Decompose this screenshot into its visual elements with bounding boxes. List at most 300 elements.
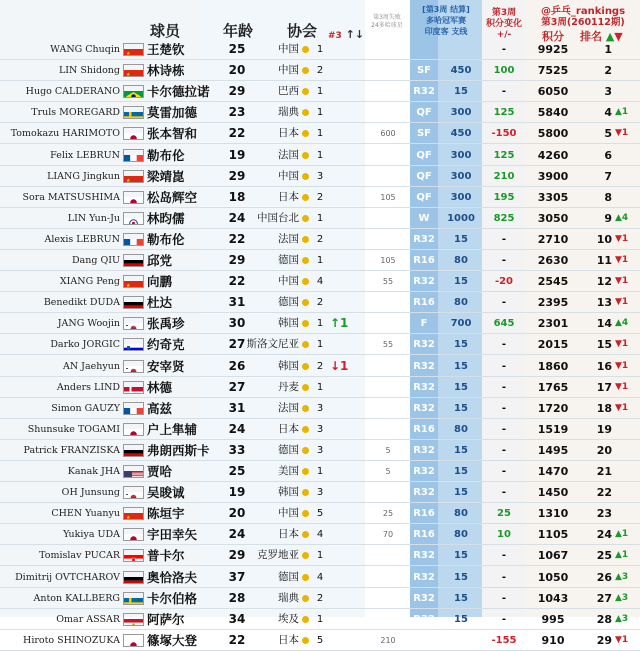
points-column-header: 积分: [528, 28, 578, 44]
lost-points: [370, 102, 406, 123]
rank-movement: [615, 187, 639, 208]
association-dot-icon: [302, 405, 309, 412]
association-rank: 1: [313, 313, 327, 334]
lost-points: [370, 398, 406, 419]
de-flag-icon: [123, 254, 144, 267]
stage-result: R16: [410, 250, 438, 271]
player-english-name: Omar ASSAR: [56, 609, 120, 630]
fr-flag-icon: [123, 149, 144, 162]
rank-movement: ▼1: [615, 123, 639, 144]
player-english-name: Felix LEBRUN: [50, 145, 120, 166]
player-age: 24: [224, 524, 250, 545]
stage-result: R32: [410, 271, 438, 292]
player-english-name: AN Jaehyun: [63, 356, 120, 377]
association-rank: 3: [313, 482, 327, 503]
association-dot-icon: [302, 299, 309, 306]
player-chinese-name: 张本智和: [147, 123, 197, 144]
points-change: -: [482, 334, 526, 355]
association-rank-trend: [330, 377, 358, 398]
player-chinese-name: 林德: [147, 377, 172, 398]
lost-points: [370, 292, 406, 313]
stage-result: R32: [410, 377, 438, 398]
stage-points: 15: [440, 440, 482, 461]
lost-points: [370, 145, 406, 166]
stage-result: QF: [410, 187, 438, 208]
player-english-name: Dimitrij OVTCHAROV: [15, 567, 120, 588]
rank-movement: ▲4: [615, 313, 639, 334]
stage-result: R16: [410, 292, 438, 313]
stage-points: 1000: [440, 208, 482, 229]
stage-result: R32: [410, 545, 438, 566]
us-flag-icon: [123, 465, 144, 478]
stage-column-header: [410, 4, 482, 37]
lost-points: [370, 81, 406, 102]
association-rank: 2: [313, 229, 327, 250]
player-chinese-name: 王楚钦: [147, 39, 185, 60]
player-association: 克罗地亚: [257, 545, 299, 566]
points-change: -: [482, 482, 526, 503]
hr-flag-icon: [123, 549, 144, 562]
player-chinese-name: 篠塚大登: [147, 630, 197, 651]
ranking-position: 13: [582, 292, 612, 313]
player-age: 33: [224, 440, 250, 461]
stage-points: 15: [440, 588, 482, 609]
svg-text:★: ★: [126, 283, 131, 288]
stage-result: R32: [410, 398, 438, 419]
player-age: 22: [224, 630, 250, 651]
table-row: [0, 102, 640, 123]
stage-points: 15: [440, 461, 482, 482]
association-rank: 1: [313, 39, 327, 60]
stage-result: QF: [410, 145, 438, 166]
account-handle: @乒乓_rankings: [528, 2, 638, 17]
ranking-points: 5800: [528, 123, 578, 144]
stage-points: 80: [440, 292, 482, 313]
table-row: [0, 588, 640, 609]
ranking-position: 3: [582, 81, 612, 102]
rank-column-header: 排名 ▲▼: [580, 28, 620, 44]
player-association: 日本: [278, 187, 299, 208]
player-association: 斯洛文尼亚: [247, 334, 300, 355]
player-english-name: Sora MATSUSHIMA: [22, 187, 120, 208]
player-english-name: LIANG Jingkun: [47, 166, 120, 187]
player-chinese-name: 梁靖崑: [147, 166, 185, 187]
de-flag-icon: [123, 444, 144, 457]
stage-points: 450: [440, 60, 482, 81]
association-dot-icon: [302, 88, 309, 95]
lost-points: 55: [370, 334, 406, 355]
rank-movement: ▼1: [615, 271, 639, 292]
lost-points: [370, 229, 406, 250]
stage-result: QF: [410, 102, 438, 123]
player-english-name: Alexis LEBRUN: [44, 229, 120, 250]
ranking-position: 7: [582, 166, 612, 187]
points-change: 125: [482, 102, 526, 123]
player-association: 韩国: [278, 356, 299, 377]
points-change: 210: [482, 166, 526, 187]
ranking-points: 910: [528, 630, 578, 651]
association-dot-icon: [302, 637, 309, 644]
ranking-position: 10: [582, 229, 612, 250]
ranking-position: 19: [582, 419, 612, 440]
lost-points: 210: [370, 630, 406, 651]
stage-points: 15: [440, 81, 482, 102]
ranking-points: 2301: [528, 313, 578, 334]
ranking-position: 1: [582, 39, 612, 60]
ranking-points: 995: [528, 609, 578, 630]
tpe-flag-icon: [123, 212, 144, 225]
table-row: [0, 313, 640, 334]
cn-flag-icon: [123, 64, 144, 77]
jp-flag-icon: [123, 423, 144, 436]
association-dot-icon: [302, 426, 309, 433]
ranking-position: 28: [582, 609, 612, 630]
player-chinese-name: 陈垣宇: [147, 503, 185, 524]
rank-movement: [615, 60, 639, 81]
player-age: 31: [224, 398, 250, 419]
table-row: [0, 145, 640, 166]
player-chinese-name: 勒布伦: [147, 229, 185, 250]
table-row: [0, 166, 640, 187]
player-association: 日本: [278, 630, 299, 651]
stage-points: 15: [440, 229, 482, 250]
ranking-points: 1519: [528, 419, 578, 440]
player-association: 丹麦: [278, 377, 299, 398]
rank-movement: ▼1: [615, 377, 639, 398]
points-change: 195: [482, 187, 526, 208]
association-dot-icon: [302, 194, 309, 201]
stage-points: 80: [440, 250, 482, 271]
lost-points: [370, 39, 406, 60]
points-change: -150: [482, 123, 526, 144]
player-association: 韩国: [278, 482, 299, 503]
association-rank: 1: [313, 102, 327, 123]
kr-flag-icon: [123, 360, 144, 373]
rank-movement: [615, 166, 639, 187]
svg-text:★: ★: [126, 51, 131, 56]
points-change: 125: [482, 145, 526, 166]
player-english-name: Kanak JHA: [68, 461, 120, 482]
player-association: 日本: [278, 419, 299, 440]
points-change: -: [482, 292, 526, 313]
association-rank-trend: [330, 482, 358, 503]
points-change: -: [482, 377, 526, 398]
ranking-points: 1450: [528, 482, 578, 503]
player-chinese-name: 普卡尔: [147, 545, 185, 566]
table-row: [0, 545, 640, 566]
ranking-points: 1067: [528, 545, 578, 566]
svg-text:★: ★: [126, 515, 131, 520]
ranking-position: 22: [582, 482, 612, 503]
br-flag-icon: [123, 85, 144, 98]
association-dot-icon: [302, 67, 309, 74]
stage-result: QF: [410, 166, 438, 187]
association-rank-trend: [330, 145, 358, 166]
association-rank: 4: [313, 271, 327, 292]
association-dot-icon: [302, 173, 309, 180]
association-dot-icon: [302, 341, 309, 348]
ranking-points: 2630: [528, 250, 578, 271]
player-english-name: Anders LIND: [57, 377, 120, 398]
player-age: 29: [224, 81, 250, 102]
association-rank-trend: [330, 503, 358, 524]
player-english-name: Patrick FRANZISKA: [24, 440, 120, 461]
stage-points: 80: [440, 419, 482, 440]
ranking-points: 1495: [528, 440, 578, 461]
association-dot-icon: [302, 510, 309, 517]
player-chinese-name: 林昀儒: [147, 208, 185, 229]
table-row: [0, 271, 640, 292]
player-association: 中国: [278, 503, 299, 524]
points-change: 10: [482, 524, 526, 545]
rank-movement: [615, 482, 639, 503]
player-english-name: Hugo CALDERANO: [26, 81, 120, 102]
association-rank-trend: ↓1: [330, 356, 358, 377]
association-dot-icon: [302, 215, 309, 222]
points-change: -: [482, 545, 526, 566]
association-rank: 2: [313, 588, 327, 609]
player-chinese-name: 阿萨尔: [147, 609, 185, 630]
ranking-points: 3900: [528, 166, 578, 187]
player-english-name: Benedikt DUDA: [44, 292, 120, 313]
ranking-points: 2710: [528, 229, 578, 250]
player-age: 20: [224, 503, 250, 524]
player-chinese-name: 安宰贤: [147, 356, 185, 377]
association-rank: 2: [313, 187, 327, 208]
lost-points: 105: [370, 250, 406, 271]
player-age: 24: [224, 208, 250, 229]
player-chinese-name: 奥恰洛夫: [147, 567, 197, 588]
ranking-points: 4260: [528, 145, 578, 166]
association-rank-trend: [330, 398, 358, 419]
lost-points: [370, 166, 406, 187]
player-column-header: 球员: [120, 20, 210, 41]
rank-movement: ▼1: [615, 292, 639, 313]
lost-points: [370, 588, 406, 609]
stage-result: R16: [410, 503, 438, 524]
ranking-points: 1050: [528, 567, 578, 588]
stage-points: 300: [440, 166, 482, 187]
player-chinese-name: 莫雷加德: [147, 102, 197, 123]
jp-flag-icon: [123, 191, 144, 204]
change-header-line1: 第3周: [482, 8, 526, 19]
lost-points: [370, 60, 406, 81]
player-association: 巴西: [278, 81, 299, 102]
ranking-points: 7525: [528, 60, 578, 81]
se-flag-icon: [123, 592, 144, 605]
ranking-position: 24: [582, 524, 612, 545]
points-change: -20: [482, 271, 526, 292]
lost-points: [370, 482, 406, 503]
table-row: [0, 609, 640, 630]
ranking-position: 15: [582, 334, 612, 355]
lost-points: 25: [370, 503, 406, 524]
association-rank: 2: [313, 292, 327, 313]
table-row: [0, 398, 640, 419]
player-age: 27: [224, 377, 250, 398]
player-age: 18: [224, 187, 250, 208]
player-association: 美国: [278, 461, 299, 482]
rank-movement: [615, 503, 639, 524]
rank-movement: [615, 81, 639, 102]
association-dot-icon: [302, 130, 309, 137]
player-english-name: Tomislav PUCAR: [39, 545, 120, 566]
table-row: [0, 482, 640, 503]
points-change: -: [482, 609, 526, 630]
ranking-position: 29: [582, 630, 612, 651]
player-age: 24: [224, 419, 250, 440]
stage-points: 450: [440, 123, 482, 144]
rank-movement: ▲1: [615, 102, 639, 123]
association-dot-icon: [302, 278, 309, 285]
table-row: [0, 461, 640, 482]
ranking-points: 1860: [528, 356, 578, 377]
points-change: -: [482, 440, 526, 461]
table-row: [0, 39, 640, 60]
svg-text:★: ★: [126, 178, 131, 183]
stage-points: 15: [440, 398, 482, 419]
stage-result: R32: [410, 356, 438, 377]
association-rank-trend: [330, 123, 358, 144]
association-rank-trend: [330, 60, 358, 81]
ranking-points: 1310: [528, 503, 578, 524]
player-english-name: XIANG Peng: [60, 271, 120, 292]
rank-movement: [615, 39, 639, 60]
association-rank: 1: [313, 377, 327, 398]
ranking-position: 4: [582, 102, 612, 123]
change-header-line3: +/-: [482, 30, 526, 41]
player-english-name: Truls MOREGARD: [31, 102, 120, 123]
points-change: -: [482, 398, 526, 419]
points-change: -: [482, 81, 526, 102]
ranking-points: 1765: [528, 377, 578, 398]
dk-flag-icon: [123, 381, 144, 394]
stage-points: 15: [440, 356, 482, 377]
stage-header-line3: 印度客 支线: [410, 26, 482, 37]
table-row: [0, 229, 640, 250]
player-english-name: Simon GAUZY: [51, 398, 120, 419]
player-chinese-name: 卡尔伯格: [147, 588, 197, 609]
ranking-position: 14: [582, 313, 612, 334]
lost-points: [370, 609, 406, 630]
lost-points: [370, 356, 406, 377]
table-row: [0, 187, 640, 208]
stage-result: R32: [410, 461, 438, 482]
stage-points: 15: [440, 334, 482, 355]
association-rank: 1: [313, 81, 327, 102]
table-row: [0, 292, 640, 313]
points-change: -: [482, 356, 526, 377]
association-dot-icon: [302, 257, 309, 264]
player-age: 37: [224, 567, 250, 588]
association-rank-trend: ↑1: [330, 313, 358, 334]
player-english-name: JANG Woojin: [58, 313, 120, 334]
ranking-position: 23: [582, 503, 612, 524]
stage-result: R32: [410, 229, 438, 250]
ranking-points: 3305: [528, 187, 578, 208]
association-rank: 3: [313, 440, 327, 461]
player-age: 22: [224, 271, 250, 292]
kr-flag-icon: [123, 317, 144, 330]
stage-result: F: [410, 313, 438, 334]
association-rank: 3: [313, 419, 327, 440]
points-change: -: [482, 567, 526, 588]
lost-points: 600: [370, 123, 406, 144]
stage-points: 300: [440, 187, 482, 208]
lost-points: [370, 545, 406, 566]
player-association: 中国: [278, 60, 299, 81]
lost-points: [370, 208, 406, 229]
stage-result: SF: [410, 123, 438, 144]
association-rank: 1: [313, 461, 327, 482]
ranking-points: 1470: [528, 461, 578, 482]
table-row: [0, 250, 640, 271]
stage-result: R32: [410, 588, 438, 609]
fr-flag-icon: [123, 233, 144, 246]
stage-result: R32: [410, 334, 438, 355]
stage-points: 80: [440, 503, 482, 524]
player-english-name: Hiroto SHINOZUKA: [23, 630, 120, 651]
points-change: -: [482, 250, 526, 271]
stage-result: R16: [410, 524, 438, 545]
rank-movement: [615, 145, 639, 166]
si-flag-icon: [123, 338, 144, 351]
assoc-column-header: 协会: [282, 20, 322, 41]
player-chinese-name: 高兹: [147, 398, 172, 419]
association-rank: 1: [313, 545, 327, 566]
points-change: 25: [482, 503, 526, 524]
se-flag-icon: [123, 106, 144, 119]
stage-points: 700: [440, 313, 482, 334]
association-rank: 1: [313, 145, 327, 166]
fr-flag-icon: [123, 402, 144, 415]
player-age: 19: [224, 482, 250, 503]
player-association: 法国: [278, 145, 299, 166]
association-rank: 3: [313, 398, 327, 419]
association-rank-trend: [330, 524, 358, 545]
stage-points: 15: [440, 545, 482, 566]
table-row: [0, 630, 640, 651]
table-row: [0, 208, 640, 229]
points-change: 825: [482, 208, 526, 229]
association-rank: 4: [313, 524, 327, 545]
rank-movement: ▼1: [615, 334, 639, 355]
stage-points: [440, 39, 482, 60]
ranking-position: 18: [582, 398, 612, 419]
player-age: 29: [224, 166, 250, 187]
player-english-name: WANG Chuqin: [50, 39, 120, 60]
stage-result: R32: [410, 81, 438, 102]
player-english-name: OH Junsung: [62, 482, 120, 503]
lost-points: 55: [370, 271, 406, 292]
kr-flag-icon: [123, 486, 144, 499]
player-chinese-name: 向鹏: [147, 271, 172, 292]
cn-flag-icon: [123, 275, 144, 288]
rank-movement: [615, 440, 639, 461]
stage-result: R32: [410, 609, 438, 630]
association-rank: 5: [313, 630, 327, 651]
ranking-position: 9: [582, 208, 612, 229]
table-row: [0, 60, 640, 81]
association-rank-trend: [330, 630, 358, 651]
player-english-name: Shunsuke TOGAMI: [28, 419, 120, 440]
player-association: 中国: [278, 166, 299, 187]
table-row: [0, 356, 640, 377]
stage-points: 300: [440, 145, 482, 166]
association-dot-icon: [302, 363, 309, 370]
association-rank-trend: [330, 334, 358, 355]
association-rank-trend: [330, 208, 358, 229]
